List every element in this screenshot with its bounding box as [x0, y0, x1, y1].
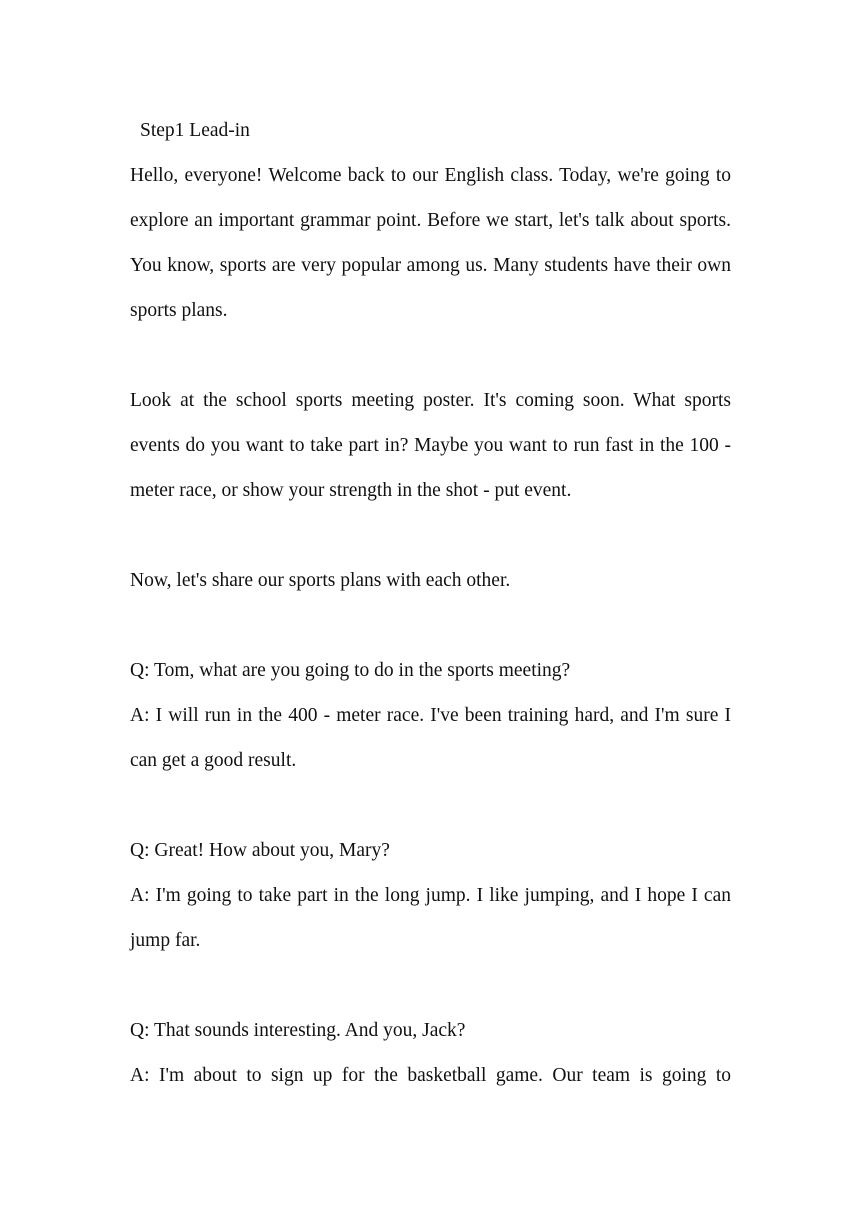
- intro-paragraph: Hello, everyone! Welcome back to our English class. Today, we're going to explore an important grammar point. Before we start, let's talk about sports. You know, sports are very popular among us. Many students have their own sports plans.: [130, 165, 731, 321]
- paragraph-spacer: [130, 783, 731, 828]
- dialogue-question-jack: Q: That sounds interesting. And you, Jack?: [130, 1020, 466, 1041]
- dialogue-question-mary: Q: Great! How about you, Mary?: [130, 840, 390, 861]
- dialogue-answer-mary: A: I'm going to take part in the long jump. I like jumping, and I hope I can jump far.: [130, 885, 731, 951]
- paragraph-spacer: [130, 513, 731, 558]
- section-heading: Step1 Lead-in: [140, 120, 250, 141]
- dialogue-question-tom: Q: Tom, what are you going to do in the sports meeting?: [130, 660, 571, 681]
- dialogue-answer-tom: A: I will run in the 400 - meter race. I've been training hard, and I'm sure I can get a good result.: [130, 705, 731, 771]
- paragraph-spacer: [130, 333, 731, 378]
- paragraph-spacer: [130, 603, 731, 648]
- dialogue-answer-jack: A: I'm about to sign up for the basketball game. Our team is going to: [130, 1065, 731, 1086]
- share-paragraph: Now, let's share our sports plans with each other.: [130, 570, 511, 591]
- poster-paragraph: Look at the school sports meeting poster. It's coming soon. What sports events do you want to take part in? Maybe you want to run fast in the 100 - meter race, or show your strength in the shot - put event.: [130, 390, 731, 501]
- paragraph-spacer: [130, 963, 731, 1008]
- document-body: [130, 108, 731, 1098]
